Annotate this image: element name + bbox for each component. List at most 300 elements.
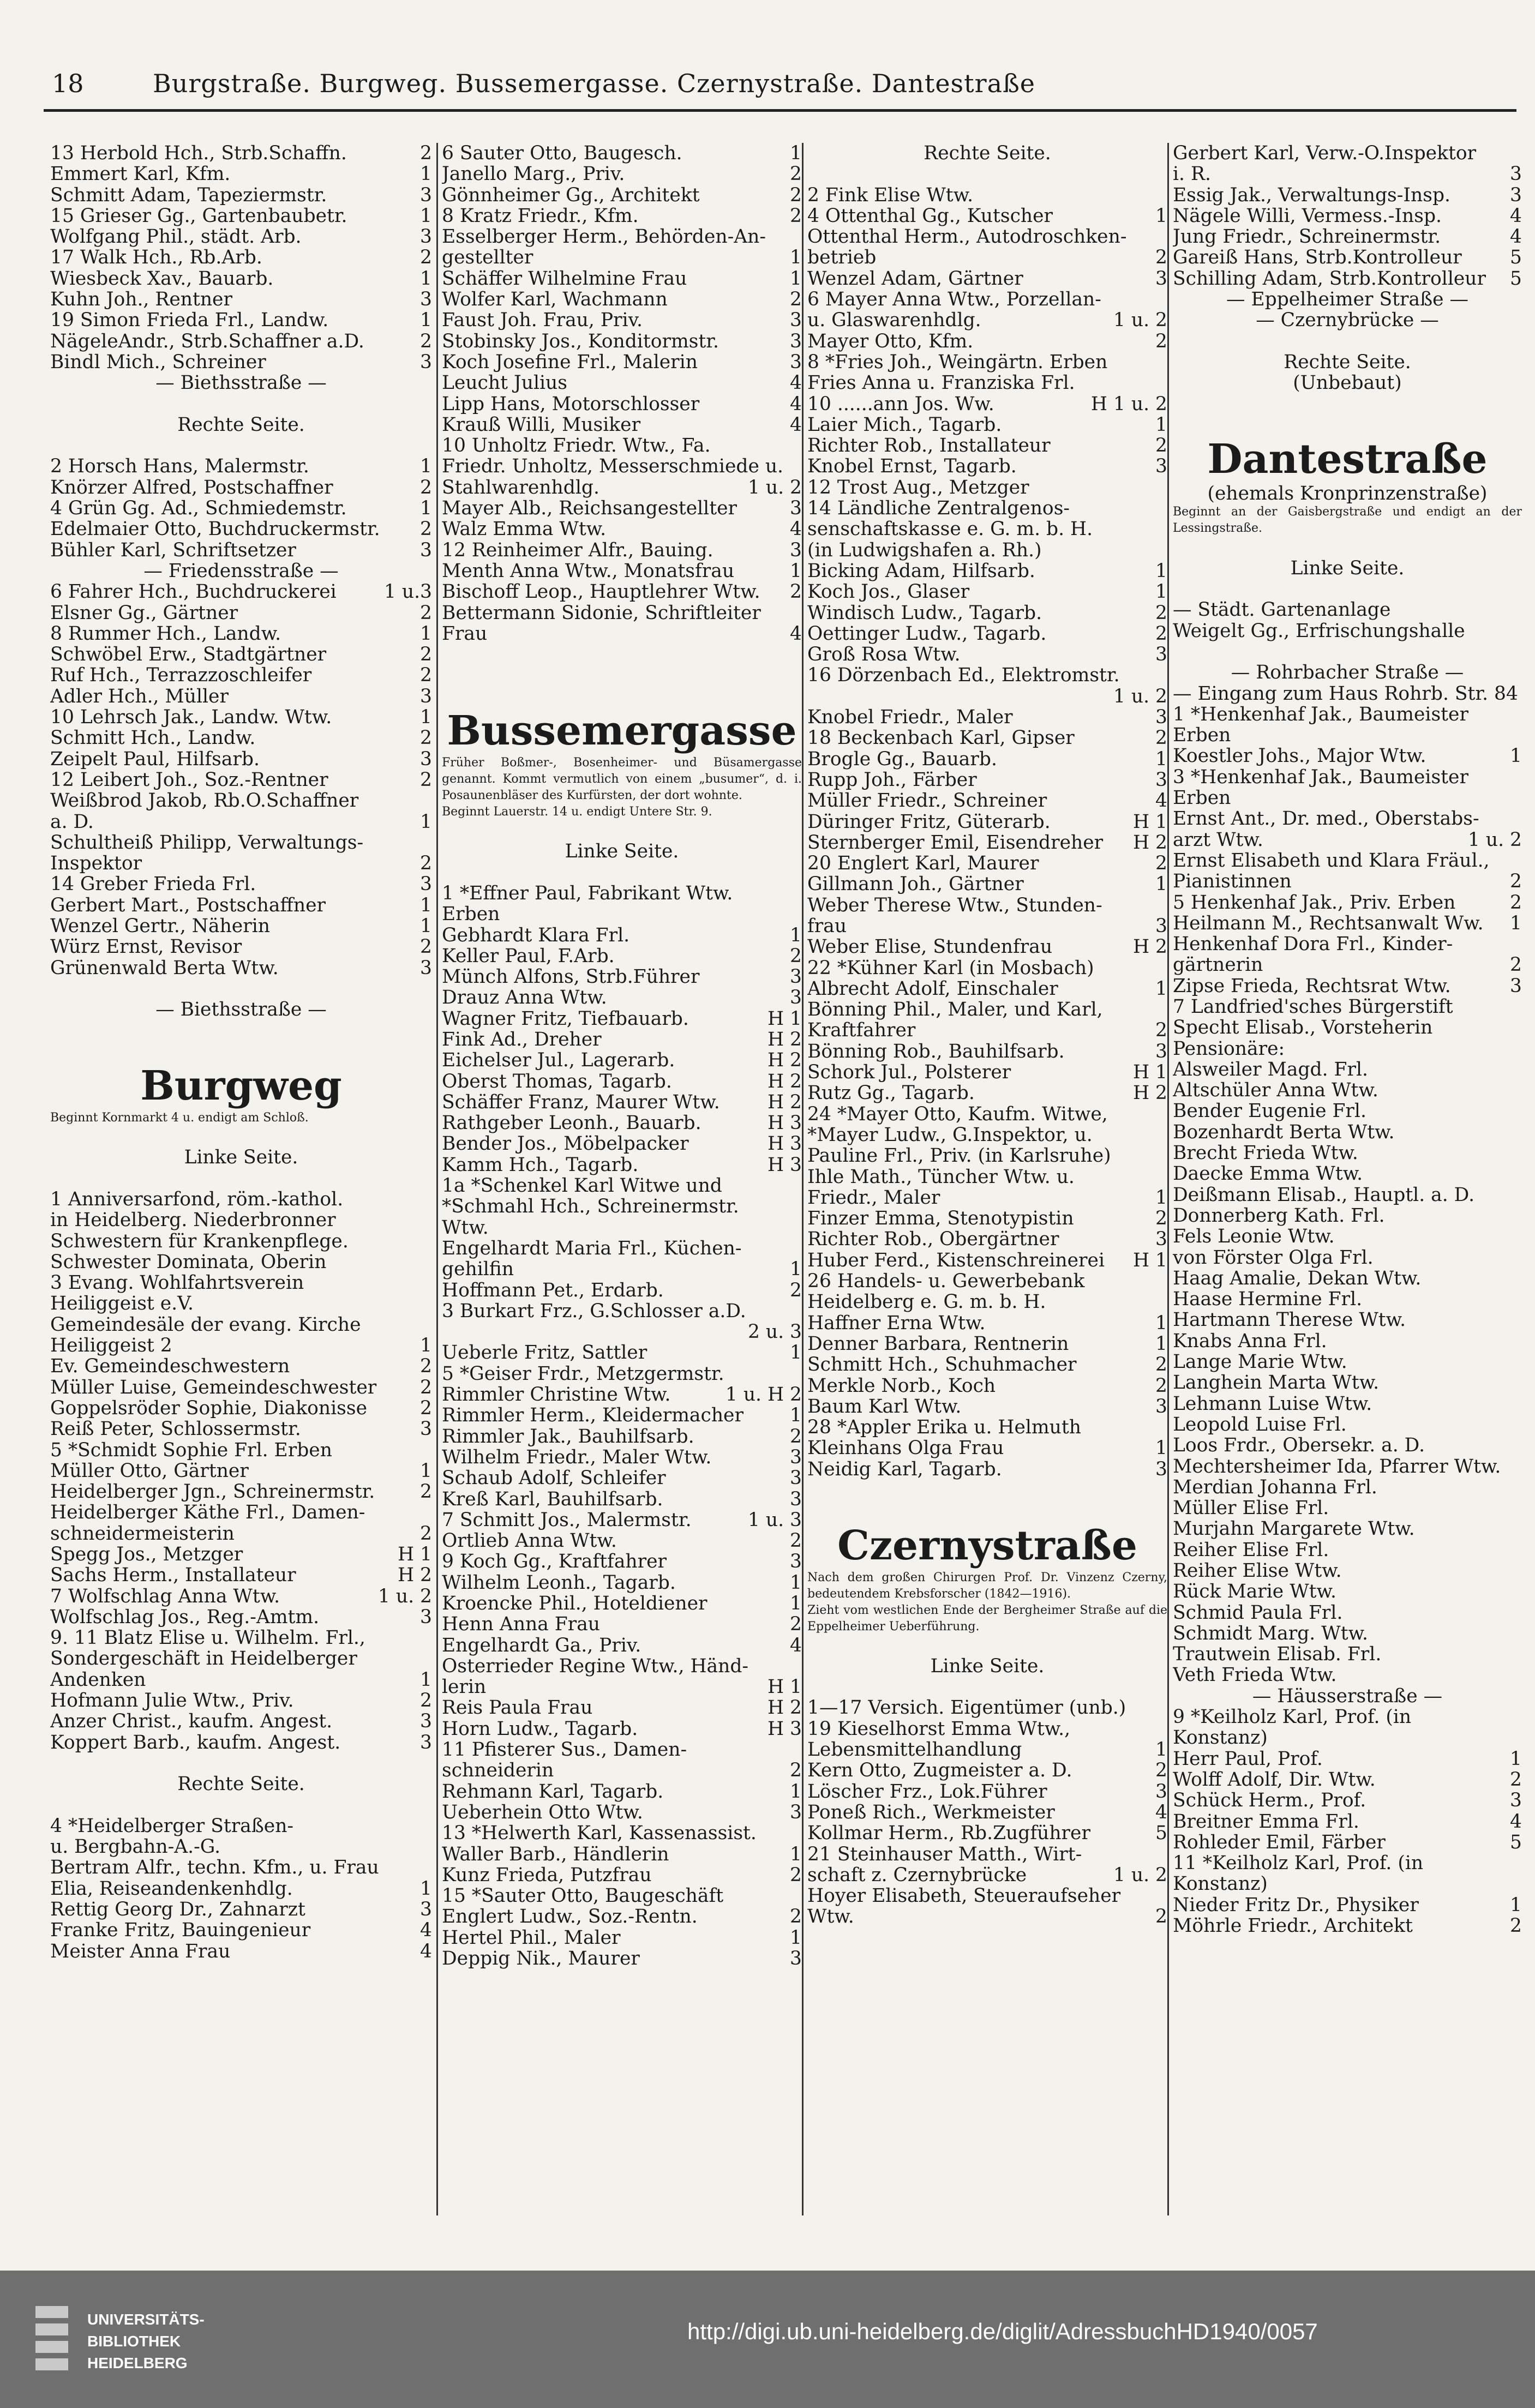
floor-number: 1 <box>1155 1739 1167 1761</box>
floor-number: 3 <box>790 1468 802 1489</box>
directory-entry <box>1173 1727 1522 1748</box>
directory-entry <box>50 770 432 790</box>
directory-entry <box>1173 1352 1522 1372</box>
floor-number: 3 <box>790 1802 802 1823</box>
entry-text: Poneß Rich., Werkmeister <box>807 1802 1055 1823</box>
entry-text: Heiliggeist e.V. <box>50 1293 194 1314</box>
directory-entry <box>442 1342 802 1363</box>
column-divider <box>436 143 438 2215</box>
entry-text: Merdian Johanna Frl. <box>1173 1476 1377 1498</box>
directory-entry <box>442 247 802 268</box>
entry-text: Koch Jos., Glaser <box>807 581 970 603</box>
floor-number: 1 <box>1155 1438 1167 1459</box>
floor-number: 1 u. 2 <box>1113 1864 1167 1886</box>
blank-line <box>50 1126 432 1147</box>
entry-text: i. R. <box>1173 164 1211 185</box>
directory-entry <box>1173 1143 1522 1163</box>
directory-entry <box>807 812 1167 832</box>
directory-entry <box>50 1356 432 1377</box>
directory-entry <box>1173 871 1522 892</box>
entry-text: 6 Mayer Anna Wtw., Porzellan- <box>807 289 1101 310</box>
floor-number: 3 <box>420 686 432 707</box>
entry-text: 11 *Keilholz Karl, Prof. (in <box>1173 1853 1424 1874</box>
directory-entry <box>807 1459 1167 1480</box>
section-label <box>1173 662 1522 683</box>
entry-text: Henn Anna Frau <box>442 1614 601 1635</box>
directory-entry <box>1173 1456 1522 1477</box>
floor-number: H 2 <box>1132 832 1167 854</box>
entry-text: Sachs Herm., Installateur <box>50 1565 296 1586</box>
directory-entry <box>807 1417 1167 1438</box>
floor-number: 2 <box>790 1760 802 1781</box>
directory-entry <box>1173 143 1522 164</box>
directory-entry <box>442 1530 802 1551</box>
street-heading: Bussemergasse <box>447 707 797 755</box>
floor-number: 1 u. 2 <box>377 1586 432 1607</box>
directory-entry <box>442 1697 802 1718</box>
floor-number: 1 <box>790 1342 802 1364</box>
directory-entry <box>807 1781 1167 1802</box>
directory-entry <box>442 1593 802 1614</box>
blank-line <box>442 820 802 841</box>
directory-entry <box>442 1113 802 1133</box>
directory-entry <box>807 1167 1167 1187</box>
directory-entry <box>50 1565 432 1586</box>
entry-text: gärtnerin <box>1173 954 1263 976</box>
floor-number: 2 <box>1155 602 1167 623</box>
entry-text: betrieb <box>807 247 877 268</box>
entry-text: Ottenthal Herm., Autodroschken- <box>807 226 1127 248</box>
directory-entry <box>50 206 432 226</box>
directory-entry <box>1173 1372 1522 1393</box>
directory-entry <box>1173 1289 1522 1310</box>
entry-text: Konstanz) <box>1173 1873 1268 1895</box>
directory-entry <box>807 1062 1167 1083</box>
directory-column-4 <box>1173 143 1522 2215</box>
entry-text: Reiher Elise Frl. <box>1173 1539 1329 1560</box>
floor-number: 3 <box>1155 268 1167 290</box>
entry-text: Anzer Christ., kaufm. Angest. <box>50 1711 333 1732</box>
entry-text: Weigelt Gg., Erfrischungshalle <box>1173 620 1465 641</box>
directory-entry <box>807 331 1167 352</box>
entry-text: Rimmler Herm., Kleidermacher <box>442 1405 743 1426</box>
floor-number: 3 <box>1510 975 1522 996</box>
entry-text: 1a *Schenkel Karl Witwe und <box>442 1175 722 1197</box>
directory-entry <box>807 1125 1167 1145</box>
entry-text: (Unbebaut) <box>1293 373 1402 394</box>
floor-number: 1 u. 2 <box>747 477 802 499</box>
library-name: UNIVERSITÄTS- BIBLIOTHEK HEIDELBERG <box>87 2311 205 2371</box>
directory-entry <box>807 561 1167 581</box>
floor-number: H 2 <box>767 1029 802 1050</box>
entry-text: Gerbert Karl, Verw.-O.Inspektor <box>1173 143 1477 164</box>
directory-entry <box>50 540 432 561</box>
directory-entry <box>442 1259 802 1280</box>
directory-entry <box>1173 1247 1522 1268</box>
directory-entry <box>50 958 432 978</box>
directory-entry <box>1173 850 1522 871</box>
directory-entry <box>442 1405 802 1426</box>
entry-text: Schultheiß Philipp, Verwaltungs- <box>50 832 364 854</box>
directory-entry <box>807 1438 1167 1458</box>
directory-column-1 <box>50 143 432 2215</box>
floor-number: 1 <box>420 1669 432 1691</box>
floor-number: 1 <box>790 1405 802 1426</box>
directory-entry <box>442 352 802 373</box>
floor-number: 1 <box>1510 746 1522 767</box>
entry-text: Kern Otto, Zugmeister a. D. <box>807 1760 1072 1781</box>
entry-text: Ernst Ant., Dr. med., Oberstabs- <box>1173 808 1479 830</box>
entry-text: Möhrle Friedr., Architekt <box>1173 1915 1413 1937</box>
directory-entry <box>1173 1915 1522 1936</box>
entry-text: Knörzer Alfred, Postschaffner <box>50 477 333 499</box>
floor-number: H 2 <box>397 1565 432 1586</box>
directory-entry <box>1173 1540 1522 1560</box>
directory-entry <box>807 247 1167 268</box>
floor-number: 2 <box>790 1864 802 1886</box>
entry-text: Schmitt Adam, Tapeziermstr. <box>50 184 327 206</box>
entry-text: Erben <box>442 904 500 925</box>
floor-number: 1 <box>420 205 432 227</box>
entry-text: Hofmann Julie Wtw., Priv. <box>50 1690 294 1712</box>
entry-text: 5 *Schmidt Sophie Frl. Erben <box>50 1439 332 1461</box>
directory-entry <box>1173 1853 1522 1873</box>
directory-entry <box>1173 164 1522 184</box>
directory-entry <box>1173 1665 1522 1685</box>
entry-text: Krauß Willi, Musiker <box>442 414 641 436</box>
entry-text: Schäffer Wilhelmine Frau <box>442 268 687 290</box>
floor-number: 2 <box>1510 871 1522 892</box>
directory-entry <box>50 331 432 352</box>
floor-number: 2 <box>1155 1020 1167 1041</box>
directory-entry <box>1173 725 1522 746</box>
floor-number: 2 <box>790 1614 802 1635</box>
directory-entry <box>50 874 432 894</box>
entry-text: Andenken <box>50 1669 146 1691</box>
entry-text: Rohleder Emil, Färber <box>1173 1831 1386 1853</box>
directory-entry <box>50 185 432 206</box>
entry-text: 6 Fahrer Hch., Buchdruckerei <box>50 581 337 603</box>
floor-number: H 3 <box>767 1113 802 1134</box>
directory-entry <box>50 1836 432 1857</box>
directory-entry <box>807 1313 1167 1334</box>
column-divider <box>1167 143 1169 2215</box>
entry-text: (ehemals Kronprinzenstraße) <box>1207 483 1488 505</box>
entry-text: u. Bergbahn-A.-G. <box>50 1836 221 1858</box>
directory-entry <box>442 946 802 966</box>
entry-text: Koestler Johs., Major Wtw. <box>1173 746 1426 767</box>
section-label <box>1173 289 1522 310</box>
entry-text: Bicking Adam, Hilfsarb. <box>807 560 1035 582</box>
directory-entry <box>807 707 1167 728</box>
directory-entry <box>442 456 802 477</box>
section-label <box>1173 352 1522 373</box>
entry-text: Edelmaier Otto, Buchdruckermstr. <box>50 519 380 540</box>
directory-entry <box>442 1447 802 1468</box>
directory-entry <box>1173 1038 1522 1059</box>
entry-text: Loos Frdr., Obersekr. a. D. <box>1173 1435 1425 1456</box>
floor-number: H 1 u. 2 <box>1090 393 1167 415</box>
floor-number: 5 <box>1510 268 1522 290</box>
floor-number: 3 <box>1155 707 1167 728</box>
entry-text: Franke Fritz, Bauingenieur <box>50 1920 311 1941</box>
directory-entry <box>442 1175 802 1196</box>
directory-entry <box>1173 621 1522 641</box>
floor-number: 4 <box>1510 226 1522 248</box>
directory-entry <box>1173 599 1522 620</box>
directory-entry <box>442 1677 802 1697</box>
street-description: Nach dem großen Chirurgen Prof. Dr. Vinzenz Czerny, bedeutendem Krebsforscher (1842—1916). <box>807 1570 1167 1601</box>
entry-text: Sondergeschäft in Heidelberger <box>50 1648 357 1670</box>
directory-entry <box>1173 892 1522 913</box>
floor-number: 1 u. 2 <box>1113 686 1167 707</box>
directory-entry <box>442 185 802 206</box>
entry-text: a. D. <box>50 811 94 832</box>
directory-entry <box>442 987 802 1008</box>
entry-text: Würz Ernst, Revisor <box>50 936 242 958</box>
directory-entry <box>50 1314 432 1335</box>
entry-text: 3 Evang. Wohlfahrtsverein <box>50 1272 304 1294</box>
entry-text: Rettig Georg Dr., Zahnarzt <box>50 1899 305 1920</box>
floor-number: 3 <box>790 310 802 331</box>
directory-entry <box>807 770 1167 790</box>
entry-text: Murjahn Margarete Wtw. <box>1173 1518 1415 1540</box>
entry-text: Heidelberger Käthe Frl., Damen- <box>50 1502 365 1523</box>
floor-number: 4 <box>790 393 802 415</box>
floor-number: 2 <box>1155 1906 1167 1927</box>
directory-entry <box>807 916 1167 936</box>
entry-text: in Heidelberg. Niederbronner <box>50 1210 336 1231</box>
entry-text: Gerbert Mart., Postschaffner <box>50 894 326 916</box>
floor-number: 2 <box>1155 247 1167 268</box>
entry-text: 7 Schmitt Jos., Malermstr. <box>442 1509 692 1531</box>
entry-text: 19 Kieselhorst Emma Wtw., <box>807 1718 1071 1740</box>
floor-number: 2 <box>1155 1354 1167 1376</box>
directory-entry <box>50 1293 432 1314</box>
floor-number: 3 <box>790 1551 802 1572</box>
entry-text: Schmitt Hch., Landw. <box>50 728 256 749</box>
floor-number: 1 <box>1155 414 1167 436</box>
directory-entry <box>50 498 432 519</box>
directory-entry <box>807 790 1167 811</box>
directory-entry <box>1173 1644 1522 1665</box>
entry-text: Altschüler Anna Wtw. <box>1173 1080 1378 1101</box>
entry-text: Elia, Reiseandenkenhdlg. <box>50 1878 293 1900</box>
floor-number: 2 <box>790 289 802 310</box>
entry-text: Veth Frieda Wtw. <box>1173 1665 1337 1686</box>
directory-entry <box>1173 1707 1522 1727</box>
floor-number: 1 <box>420 456 432 477</box>
directory-entry <box>50 1941 432 1962</box>
directory-entry <box>50 1732 432 1753</box>
directory-entry <box>807 728 1167 748</box>
entry-text: Koppert Barb., kaufm. Angest. <box>50 1732 341 1753</box>
directory-entry <box>442 1280 802 1301</box>
directory-entry <box>807 1719 1167 1739</box>
floor-number: 2 <box>420 1481 432 1503</box>
entry-text: gehilfin <box>442 1259 514 1280</box>
directory-entry <box>50 1189 432 1210</box>
directory-entry <box>1173 268 1522 289</box>
floor-number: H 1 <box>1132 811 1167 832</box>
floor-number: 4 <box>790 373 802 394</box>
permalink-url[interactable]: http://digi.ub.uni-heidelberg.de/diglit/AdressbuchHD1940/0057 <box>687 2319 1318 2344</box>
section-label <box>1173 558 1522 579</box>
blank-line <box>807 1677 1167 1697</box>
directory-entry <box>442 1426 802 1447</box>
entry-text: Reiß Peter, Schlossermstr. <box>50 1419 301 1440</box>
directory-entry <box>807 644 1167 665</box>
directory-entry <box>807 1396 1167 1417</box>
directory-entry <box>442 373 802 393</box>
blank-line <box>1173 415 1522 435</box>
entry-text: Grünenwald Berta Wtw. <box>50 957 279 978</box>
floor-number: 1 <box>790 560 802 582</box>
blank-line <box>50 1020 432 1041</box>
entry-text: Huber Ferd., Kistenschreinerei <box>807 1250 1105 1271</box>
entry-text: Kuhn Joh., Rentner <box>50 289 232 310</box>
directory-entry <box>807 1697 1167 1718</box>
entry-text: NägeleAndr., Strb.Schaffner a.D. <box>50 331 364 352</box>
entry-text: Heidelberg e. G. m. b. H. <box>807 1292 1046 1313</box>
entry-text: Ev. Gemeindeschwestern <box>50 1356 290 1377</box>
directory-entry <box>442 1927 802 1948</box>
entry-text: Schwester Dominata, Oberin <box>50 1251 327 1273</box>
floor-number: 1 <box>790 1572 802 1593</box>
directory-entry <box>807 1865 1167 1885</box>
directory-entry <box>50 1920 432 1941</box>
entry-text: Oettinger Ludw., Tagarb. <box>807 623 1047 645</box>
floor-number: 3 <box>1155 644 1167 665</box>
floor-number: 1 <box>1155 205 1167 227</box>
entry-text: Drauz Anna Wtw. <box>442 987 607 1008</box>
entry-text: Brecht Frieda Wtw. <box>1173 1143 1358 1164</box>
entry-text: Groß Rosa Wtw. <box>807 644 961 665</box>
entry-text: Erben <box>1173 725 1231 746</box>
directory-entry <box>50 1210 432 1230</box>
blank-line <box>1173 537 1522 557</box>
directory-entry <box>442 1865 802 1885</box>
directory-entry <box>442 206 802 226</box>
entry-text: Mayer Alb., Reichsangestellter <box>442 498 737 519</box>
floor-number: 2 <box>420 1356 432 1377</box>
entry-text: 4 Ottenthal Gg., Kutscher <box>807 205 1053 227</box>
floor-number: 2 <box>1510 1915 1522 1937</box>
entry-text: Friedr. Unholtz, Messerschmiede u. <box>442 456 784 477</box>
entry-text: Gareiß Hans, Strb.Kontrolleur <box>1173 247 1462 268</box>
directory-entry <box>442 1008 802 1029</box>
entry-text: 8 *Fries Joh., Weingärtn. Erben <box>807 351 1108 373</box>
entry-text: Stobinsky Jos., Konditormstr. <box>442 331 719 352</box>
directory-entry <box>1173 1602 1522 1623</box>
floor-number: 2 <box>1155 728 1167 749</box>
entry-text: Linke Seite. <box>930 1655 1045 1677</box>
section-label <box>442 841 802 862</box>
entry-text: Fink Ad., Dreher <box>442 1029 602 1050</box>
section-label <box>50 1774 432 1794</box>
entry-text: Mayer Otto, Kfm. <box>807 331 974 352</box>
floor-number: 2 <box>790 205 802 227</box>
entry-text: 26 Handels- u. Gewerbebank <box>807 1271 1085 1292</box>
section-label <box>50 999 432 1020</box>
entry-text: 7 Wolfschlag Anna Wtw. <box>50 1586 280 1607</box>
directory-entry <box>807 1739 1167 1760</box>
entry-text: Richter Rob., Obergärtner <box>807 1229 1059 1250</box>
entry-text: Lebensmittelhandlung <box>807 1739 1022 1761</box>
entry-text: Donnerberg Kath. Frl. <box>1173 1205 1385 1227</box>
library-logo-icon <box>33 2303 71 2374</box>
directory-entry <box>807 623 1167 644</box>
directory-entry <box>807 1823 1167 1843</box>
entry-text: 2 Horsch Hans, Malermstr. <box>50 456 309 477</box>
entry-text: Heiliggeist 2 <box>50 1335 172 1356</box>
floor-number: 3 <box>420 539 432 561</box>
entry-text: 21 Steinhauser Matth., Wirt- <box>807 1843 1082 1865</box>
entry-text: Eichelser Jul., Lagerarb. <box>442 1050 675 1071</box>
directory-entry <box>442 1468 802 1488</box>
blank-line <box>50 1168 432 1189</box>
section-label <box>1173 310 1522 331</box>
entry-text: Rimmler Jak., Bauhilfsarb. <box>442 1426 694 1447</box>
directory-entry <box>807 1020 1167 1041</box>
entry-text: Ernst Elisabeth und Klara Fräul., <box>1173 850 1490 872</box>
directory-entry <box>442 1844 802 1865</box>
entry-text: Schwöbel Erw., Stadtgärtner <box>50 644 327 665</box>
blank-line <box>50 394 432 415</box>
blank-line <box>807 1635 1167 1656</box>
floor-number: 5 <box>1510 247 1522 268</box>
entry-text: — Friedensstraße — <box>143 560 339 582</box>
entry-text: Bertram Alfr., techn. Kfm., u. Frau <box>50 1857 379 1878</box>
directory-entry <box>1173 1268 1522 1289</box>
directory-entry <box>1173 934 1522 954</box>
street-heading: Dantestraße <box>1207 436 1488 483</box>
directory-entry <box>442 1155 802 1175</box>
floor-number: 3 <box>420 351 432 373</box>
entry-text: 4 Grün Gg. Ad., Schmiedemstr. <box>50 498 347 519</box>
floor-number: 3 <box>790 539 802 561</box>
floor-number: 1 <box>790 1843 802 1865</box>
entry-text: 8 Rummer Hch., Landw. <box>50 623 281 645</box>
floor-number: 4 <box>790 414 802 436</box>
floor-number: 3 <box>420 1899 432 1920</box>
directory-entry <box>1173 1435 1522 1456</box>
entry-text: Brogle Gg., Bauarb. <box>807 748 997 770</box>
floor-number: 3 <box>1155 915 1167 937</box>
entry-text: Oberst Thomas, Tagarb. <box>442 1071 672 1092</box>
directory-entry <box>1173 1185 1522 1205</box>
entry-text: 5 Henkenhaf Jak., Priv. Erben <box>1173 892 1456 913</box>
directory-entry <box>807 958 1167 978</box>
floor-number: 1 <box>420 310 432 331</box>
entry-text: Osterrieder Regine Wtw., Händ- <box>442 1655 749 1677</box>
directory-entry <box>442 477 802 498</box>
entry-text: Meister Anna Frau <box>50 1941 231 1962</box>
entry-text: — Biethsstraße — <box>155 373 327 394</box>
directory-entry <box>807 477 1167 498</box>
directory-entry <box>50 310 432 331</box>
street-description: Beginnt an der Gaisbergstraße und endigt an der Lessingstraße. <box>1173 505 1522 536</box>
floor-number: 1 <box>1155 978 1167 1000</box>
floor-number: 1 <box>790 247 802 268</box>
entry-text: Heilmann M., Rechtsanwalt Ww. <box>1173 912 1484 934</box>
section-label <box>50 373 432 393</box>
directory-entry <box>807 1292 1167 1312</box>
entry-text: 14 Ländliche Zentralgenos- <box>807 498 1070 519</box>
library-footer <box>0 2271 1535 2408</box>
floor-number: H 3 <box>767 1718 802 1740</box>
entry-text: Rehmann Karl, Tagarb. <box>442 1781 664 1802</box>
